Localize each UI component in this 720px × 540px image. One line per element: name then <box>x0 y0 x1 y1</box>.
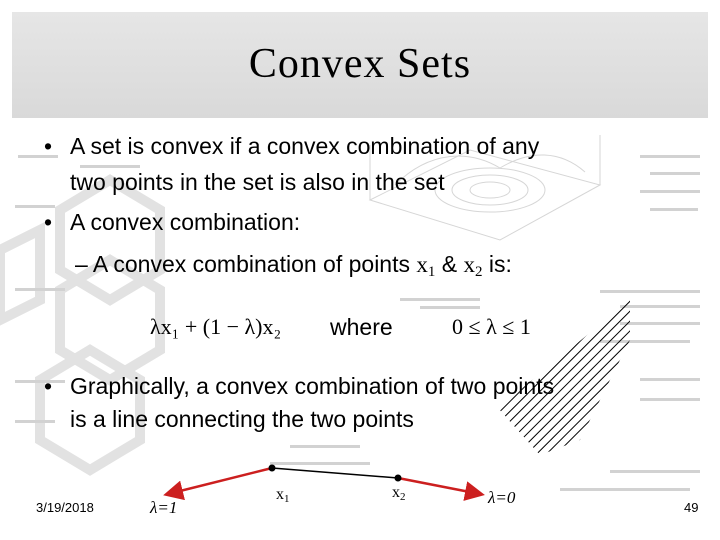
arrow-toward-lambda-zero <box>398 478 480 494</box>
bullet-text-line1: Graphically, a convex combination of two points <box>70 373 555 399</box>
bullet-text-line1: A set is convex if a convex combination of any <box>70 133 540 159</box>
x2-label: $x_2$ <box>392 484 406 503</box>
bullet-dot: • <box>44 373 53 399</box>
lambda-constraint: 0 ≤ λ ≤ 1 <box>452 314 531 339</box>
sub-bullet-points: – A convex combination of points $x_1$ & $x_2$ is: <box>75 251 512 280</box>
point-x2 <box>395 475 402 482</box>
bullet-text: A convex combination: <box>70 209 301 235</box>
bullet-text-line2: is a line connecting the two points <box>70 406 414 432</box>
bullet-dot: • <box>44 209 53 235</box>
lambda-one-label: λ=1 <box>150 498 178 517</box>
point-x1 <box>269 465 276 472</box>
slide-title: Convex Sets <box>248 41 472 87</box>
x1-label: $x_1$ <box>276 486 290 505</box>
where-label: where <box>330 314 393 340</box>
lambda-zero-label: λ=0 <box>488 488 516 507</box>
bullet-dot: • <box>44 133 53 159</box>
footer-date: 3/19/2018 <box>36 500 94 515</box>
convex-combination-formula: λx₁ + (1 − λ)x₂ <box>150 314 282 339</box>
page-number: 49 <box>684 500 699 515</box>
arrow-toward-lambda-one <box>168 468 272 494</box>
segment-x1-x2 <box>272 468 398 478</box>
bullet-text-line2: two points in the set is also in the set <box>70 169 445 195</box>
